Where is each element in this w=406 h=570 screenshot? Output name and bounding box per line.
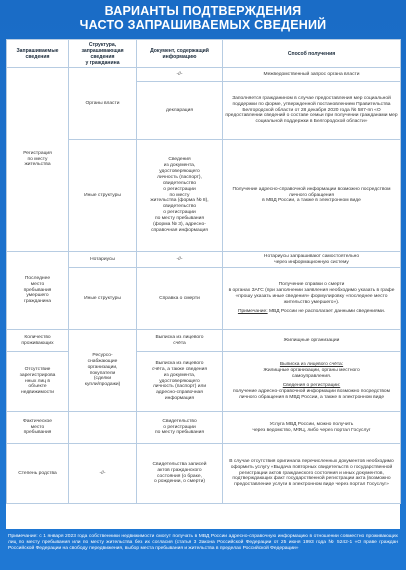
cell-document: Свидетельства записей актов гражданского состояния (о браке, о рождении, о смерти) (137, 444, 223, 504)
page-title (0, 4, 406, 32)
method-note (225, 309, 398, 315)
table-row (7, 252, 401, 268)
cell-requested-info: Последнее место пребывания умершего гражданина (7, 252, 69, 330)
table-row (7, 330, 401, 352)
info-table-sheet (6, 39, 400, 529)
col-header: Запрашиваемые сведения (7, 40, 69, 68)
cell-document: декларация (137, 82, 223, 140)
footnote: Примечание: с 1 января 2023 года собственники недвижимости смогут получать в МВД России адресно-справочную информацию в отношении совместно проживающих лиц по месту пребывания или по месту жительства без их согласия (статья 3 Закона Российской Федерации от 25 июня 1993 года № 5242-1 «О праве граждан Российской Федерации на свободу передвижения, выбор места пребывания и жительства в пределах Российской Федерации» (8, 534, 398, 552)
title-line-1: ВАРИАНТЫ ПОДТВЕРЖДЕНИЯ (104, 4, 302, 18)
col-header: Документ, содержащий информацию (137, 40, 223, 68)
method-subheading: Сведения о регистрации: (282, 383, 341, 388)
cell-document: Выписка из лицевого счёта (137, 330, 223, 352)
cell-document: -//- (137, 68, 223, 82)
method-text: Получение справки о смерти в органах ЗАГС (при заполнении заявления необходимо указать в графе «прошу указать иные сведения» формулировку «последнее место жительство умершего»). (228, 282, 395, 305)
method-text: Жилищные организации, органы местного самоуправления. (263, 368, 360, 380)
cell-method (223, 352, 401, 412)
table-header-row (7, 40, 401, 68)
cell-document: -//- (137, 252, 223, 268)
table-row (7, 412, 401, 444)
cell-method: В случае отсутствия оригинала перечисленных документов необходимо оформить услугу «Выдача повторных свидетельств о государственной регистрации актов гражданского состояния и иных документов, подтверждающих факт государственной регистрации акта (возможно предоставление услуги в электронном виде через портал Госуслуг» (223, 444, 401, 504)
cell-document: Сведения из документа, удостоверяющего личность (паспорт), свидетельство о регистрации по месту жительства (форма № 8), свидетельство о регистрации по месту пребывания (форма № 3), адресно- справочная информация (137, 140, 223, 252)
cell-method: Межведомственный запрос органа власти (223, 68, 401, 82)
note-text: МВД России не располагает данными сведениями. (267, 308, 386, 314)
cell-document: Выписка из лицевого счёта, а также сведения из документа, удостоверяющего личность (паспорт) или адресно-справочная информация (137, 352, 223, 412)
cell-document: Свидетельство о регистрации по месту пребывания (137, 412, 223, 444)
col-header: Способ получения (223, 40, 401, 68)
cell-method: Получение адресно-справочной информации возможно посредством личного обращения в МВД России, а также в электронном виде (223, 140, 401, 252)
cell-structure (69, 412, 137, 444)
cell-structure: -//- (69, 444, 137, 504)
cell-method: Жилищные организации (223, 330, 401, 352)
cell-structure: Органы власти (69, 68, 137, 140)
cell-method: Нотариусы запрашивают самостоятельно через информационную систему (223, 252, 401, 268)
cell-method (223, 268, 401, 330)
note-label: Примечание: (237, 308, 268, 314)
cell-requested-info: Степень родства (7, 444, 69, 504)
col-header: Структура, запрашивающая сведения у гражданина (69, 40, 137, 68)
cell-requested-info: Регистрация по месту жительства (7, 68, 69, 252)
cell-structure: Ресурсо- снабжающие организации, покупатели (сделки купли/продажи) (69, 330, 137, 412)
cell-requested-info: Отсутствие зарегистрирова нных лиц в объекте недвижимости (7, 352, 69, 412)
method-subheading: Выписка из лицевого счёта: (279, 362, 344, 368)
method-text: получение адресно-справочной информации возможно посредством личного обращения в МВД России, а также в электронном виде (232, 388, 391, 400)
cell-structure: Иные структуры (69, 268, 137, 330)
info-table (6, 39, 401, 504)
cell-structure: Иные структуры (69, 140, 137, 252)
table-row (7, 352, 401, 412)
title-line-2: ЧАСТО ЗАПРАШИВАЕМЫХ СВЕДЕНИЙ (79, 18, 327, 32)
cell-method: Услуга МВД России, можно получить через ведомство, МФЦ, либо через портал Госуслуг (223, 412, 401, 444)
cell-structure: Нотариусы (69, 252, 137, 268)
cell-document: Справка о смерти (137, 268, 223, 330)
table-row (7, 444, 401, 504)
cell-requested-info: Фактическое место пребывания (7, 412, 69, 444)
cell-requested-info: Количество проживающих (7, 330, 69, 352)
table-row (7, 68, 401, 82)
cell-method: Заполняется гражданином в случае предоставления мер социальной поддержки по форме, утвержденной постановлением Правительства Белгородской области от 28 декабря 2020 года № 587-пп «О предоставлении сведений о составе семьи при получении гражданами мер социальной поддержки в Белгородской области» (223, 82, 401, 140)
